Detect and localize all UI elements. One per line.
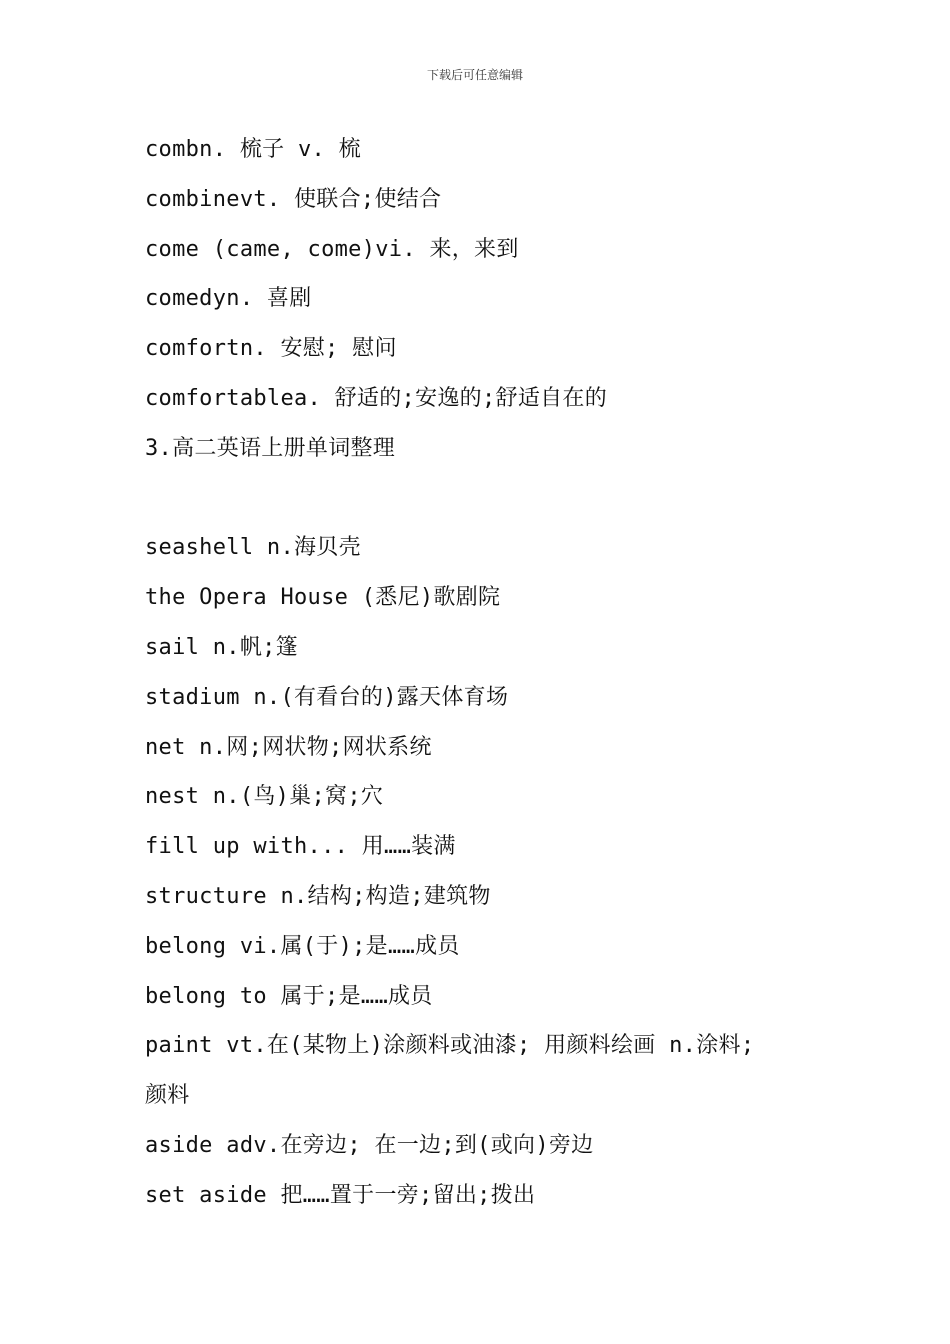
- vocab-line: seashell n.海贝壳: [145, 535, 361, 561]
- section-heading: 3.高二英语上册单词整理: [145, 435, 396, 461]
- page-header-note: 下载后可任意编辑: [426, 68, 523, 82]
- vocab-line: belong to 属于;是……成员: [145, 983, 433, 1009]
- vocab-line: the Opera House (悉尼)歌剧院: [145, 585, 501, 611]
- vocab-line: combinevt. 使联合;使结合: [145, 186, 442, 212]
- vocab-line: combn. 梳子 v. 梳: [145, 137, 361, 162]
- vocab-line: stadium n.(有看台的)露天体育场: [145, 684, 509, 710]
- vocab-line: comedyn. 喜剧: [145, 286, 312, 312]
- vocab-line: net n.网;网状物;网状系统: [145, 734, 432, 760]
- vocab-line: comfortablea. 舒适的;安逸的;舒适自在的: [145, 385, 608, 411]
- vocab-line: comfortn. 安慰; 慰问: [145, 336, 397, 362]
- vocabulary-list: [145, 125, 825, 1221]
- vocab-line: structure n.结构;构造;建筑物: [145, 883, 491, 909]
- vocab-line-continuation: 颜料: [145, 1083, 190, 1109]
- vocab-line: set aside 把……置于一旁;留出;拨出: [145, 1182, 536, 1208]
- vocab-line: sail n.帆;篷: [145, 634, 298, 660]
- vocab-line: fill up with... 用……装满: [145, 834, 456, 860]
- vocab-line: paint vt.在(某物上)涂颜料或油漆; 用颜料绘画 n.涂料;: [145, 1033, 755, 1059]
- vocab-line: nest n.(鸟)巢;窝;穴: [145, 784, 384, 810]
- vocab-line: come (came, come)vi. 来，来到: [145, 236, 519, 262]
- blank-line: [145, 474, 825, 524]
- vocab-line: aside adv.在旁边; 在一边;到(或向)旁边: [145, 1132, 594, 1158]
- vocab-line: belong vi.属(于);是……成员: [145, 933, 460, 959]
